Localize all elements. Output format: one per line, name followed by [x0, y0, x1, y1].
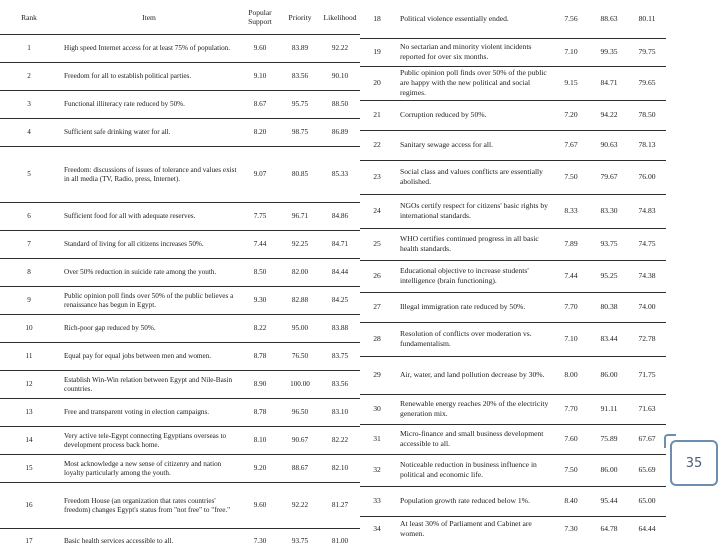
priority-cell: 64.78 [590, 516, 628, 542]
goal-cell: Resolution of conflicts over moderation vs. fundamentalism. [394, 322, 552, 356]
priority-cell: 75.89 [590, 424, 628, 454]
goal-cell: Sufficient safe drinking water for all. [58, 119, 240, 147]
rank-cell: 30 [360, 394, 394, 424]
table-row [0, 91, 360, 119]
goal-cell: Political violence essentially ended. [400, 13, 509, 23]
likelihood-cell: 84.25 [320, 287, 360, 315]
rank-cell: 17 [0, 529, 58, 555]
priority-cell: 83.30 [590, 194, 628, 228]
table-row [0, 259, 360, 287]
rank-cell: 23 [360, 160, 394, 194]
likelihood-cell: 67.67 [628, 424, 666, 454]
likelihood-cell: 84.86 [320, 203, 360, 231]
likelihood-cell: 79.75 [628, 38, 666, 66]
priority-cell: 93.75 [590, 228, 628, 260]
goal-cell: Over 50% reduction in suicide rate among the youth. [58, 259, 240, 287]
rank-cell: 13 [0, 399, 58, 427]
rank-cell: 15 [0, 455, 58, 483]
likelihood-cell: 86.89 [320, 119, 360, 147]
popular-support-cell: 9.07 [240, 147, 280, 203]
rank-cell: 14 [0, 427, 58, 455]
goal-cell: Sufficient food for all with adequate reserves. [58, 203, 240, 231]
table-row [0, 455, 360, 483]
table-row [0, 529, 360, 555]
rank-cell: 26 [360, 260, 394, 292]
popular-support-cell: 7.75 [240, 203, 280, 231]
priority-cell: 96.71 [280, 203, 320, 231]
table-row [0, 231, 360, 259]
likelihood-cell: 84.71 [320, 231, 360, 259]
table-row [0, 203, 360, 231]
rank-cell: 21 [360, 100, 394, 130]
table-row [360, 66, 666, 100]
goal-cell: Basic health services accessible to all. [58, 529, 240, 555]
likelihood-cell: 79.65 [628, 66, 666, 100]
popular-support-cell: 8.40 [552, 486, 590, 516]
table-row [360, 160, 666, 194]
priority-cell: 95.25 [590, 260, 628, 292]
goal-cell: Most acknowledge a new sense of citizenry and nation loyalty particularly among the youth. [58, 455, 240, 483]
popular-support-cell: 8.67 [240, 91, 280, 119]
popular-support-cell: 9.60 [240, 483, 280, 529]
likelihood-cell: 90.10 [320, 63, 360, 91]
likelihood-cell: 76.00 [628, 160, 666, 194]
rank-cell: 33 [360, 486, 394, 516]
popular-support-cell: 8.90 [240, 371, 280, 399]
goal-cell: At least 30% of Parliament and Cabinet are women. [394, 516, 552, 542]
priority-cell: 99.35 [590, 38, 628, 66]
rank-cell: 20 [360, 66, 394, 100]
table-row [360, 100, 666, 130]
rank-cell: 22 [360, 130, 394, 160]
goal-cell: Air, water, and land pollution decrease by 30%. [394, 356, 552, 394]
table-row [0, 343, 360, 371]
popular-support-cell: 9.30 [240, 287, 280, 315]
priority-cell: 80.38 [590, 292, 628, 322]
likelihood-cell: 84.44 [320, 259, 360, 287]
table-row [360, 454, 666, 486]
popular-support-cell: 9.10 [240, 63, 280, 91]
table-row [360, 486, 666, 516]
goal-cell: Freedom: discussions of issues of tolerance and values exist in all media (TV, Radio, press, Internet). [58, 147, 240, 203]
table-row [0, 399, 360, 427]
popular-support-cell: 7.70 [552, 394, 590, 424]
page-number: 35 [685, 455, 703, 471]
popular-support-cell: 7.10 [552, 38, 590, 66]
table-row [0, 63, 360, 91]
table-row [0, 427, 360, 455]
priority-cell: 93.75 [280, 529, 320, 555]
popular-support-cell: 8.33 [552, 194, 590, 228]
likelihood-cell: 64.44 [628, 516, 666, 542]
popular-support-cell: 8.20 [240, 119, 280, 147]
left-table-body [0, 35, 360, 555]
popular-support-cell: 7.60 [552, 424, 590, 454]
table-row [360, 0, 666, 38]
priority-cell: 82.88 [280, 287, 320, 315]
likelihood-cell: 74.75 [628, 228, 666, 260]
priority-cell: 88.67 [280, 455, 320, 483]
goal-cell: Noticeable reduction in business influence in political and economic life. [394, 454, 552, 486]
table-row [360, 38, 666, 66]
popular-support-cell: 7.20 [552, 100, 590, 130]
table-row [0, 483, 360, 529]
table-row [360, 322, 666, 356]
likelihood-cell: 81.27 [320, 483, 360, 529]
likelihood-cell: 85.33 [320, 147, 360, 203]
goal-cell: Public opinion poll finds over 50% of the public are happy with the new political and social regimes. [394, 66, 552, 100]
rank-cell: 28 [360, 322, 394, 356]
rank-cell: 5 [0, 147, 58, 203]
priority-cell: 95.75 [280, 91, 320, 119]
goal-cell: NGOs certify respect for citizens' basic rights by international standards. [394, 194, 552, 228]
popular-support-cell: 9.20 [240, 455, 280, 483]
likelihood-cell: 92.22 [320, 35, 360, 63]
table-row [360, 394, 666, 424]
rank-cell: 18 [373, 13, 381, 23]
priority-header: Priority [288, 12, 312, 22]
rank-cell: 10 [0, 315, 58, 343]
popular-support-cell: 8.22 [240, 315, 280, 343]
goal-cell: High speed Internet access for at least 75% of population. [58, 35, 240, 63]
likelihood-cell: 83.88 [320, 315, 360, 343]
goal-cell: Freedom for all to establish political parties. [58, 63, 240, 91]
priority-cell: 90.63 [590, 130, 628, 160]
priority-cell: 100.00 [280, 371, 320, 399]
likelihood-cell: 74.83 [628, 194, 666, 228]
goal-cell: Corruption reduced by 50%. [394, 100, 552, 130]
table-row [360, 516, 666, 542]
page-number-badge [670, 440, 718, 486]
rank-cell: 16 [0, 483, 58, 529]
likelihood-cell: 80.11 [638, 13, 656, 23]
priority-cell: 83.56 [280, 63, 320, 91]
rank-cell: 1 [0, 35, 58, 63]
goal-cell: Freedom House (an organization that rates countries' freedom) changes Egypt's status from "not free" to "free." [58, 483, 240, 529]
likelihood-cell: 82.10 [320, 455, 360, 483]
priority-cell: 95.00 [280, 315, 320, 343]
table-row [360, 424, 666, 454]
goal-cell: Rich-poor gap reduced by 50%. [58, 315, 240, 343]
priority-cell: 94.22 [590, 100, 628, 130]
rank-cell: 4 [0, 119, 58, 147]
priority-cell: 86.00 [590, 356, 628, 394]
likelihood-cell: 82.22 [320, 427, 360, 455]
popular-support-cell: 7.30 [552, 516, 590, 542]
rank-cell: 9 [0, 287, 58, 315]
table-row [0, 371, 360, 399]
rank-cell: 19 [360, 38, 394, 66]
table-row [360, 228, 666, 260]
rank-header: Rank [21, 12, 37, 22]
goal-cell: Illegal immigration rate reduced by 50%. [394, 292, 552, 322]
priority-cell: 98.75 [280, 119, 320, 147]
priority-cell: 90.67 [280, 427, 320, 455]
popular-support-cell: 7.70 [552, 292, 590, 322]
table-header-row [0, 0, 360, 35]
popular-support-cell: 7.50 [552, 160, 590, 194]
table-row [360, 130, 666, 160]
goal-cell: Equal pay for equal jobs between men and women. [58, 343, 240, 371]
priority-cell: 82.00 [280, 259, 320, 287]
priority-cell: 95.44 [590, 486, 628, 516]
popular-support-cell: 8.10 [240, 427, 280, 455]
popular-support-cell: 8.00 [552, 356, 590, 394]
rank-cell: 8 [0, 259, 58, 287]
rank-cell: 12 [0, 371, 58, 399]
popular-support-cell: 8.78 [240, 399, 280, 427]
likelihood-cell: 74.00 [628, 292, 666, 322]
popular-support-cell: 8.50 [240, 259, 280, 287]
likelihood-cell: 78.50 [628, 100, 666, 130]
priority-cell: 83.44 [590, 322, 628, 356]
rank-cell: 2 [0, 63, 58, 91]
popular-support-cell: 9.60 [240, 35, 280, 63]
likelihood-header: Likelihood [323, 12, 357, 22]
priority-cell: 76.50 [280, 343, 320, 371]
priority-cell: 86.00 [590, 454, 628, 486]
rank-cell: 31 [360, 424, 394, 454]
goals-table-right [360, 0, 666, 542]
goal-cell: Social class and values conflicts are essentially abolished. [394, 160, 552, 194]
goal-cell: Establish Win-Win relation between Egypt and Nile-Basin countries. [58, 371, 240, 399]
goal-cell: Standard of living for all citizens increases 50%. [58, 231, 240, 259]
popular-support-cell: 7.30 [240, 529, 280, 555]
table-row [0, 287, 360, 315]
goal-cell: Very active tele-Egypt connecting Egyptians overseas to development process back home. [58, 427, 240, 455]
likelihood-cell: 71.63 [628, 394, 666, 424]
likelihood-cell: 72.78 [628, 322, 666, 356]
priority-cell: 80.85 [280, 147, 320, 203]
priority-cell: 91.11 [590, 394, 628, 424]
popular-support-cell: 7.67 [552, 130, 590, 160]
goal-cell: WHO certifies continued progress in all basic health standards. [394, 228, 552, 260]
popular-support-cell: 7.44 [552, 260, 590, 292]
likelihood-cell: 83.56 [320, 371, 360, 399]
priority-cell: 92.22 [280, 483, 320, 529]
table-row [360, 260, 666, 292]
rank-cell: 11 [0, 343, 58, 371]
popular-support-cell: 7.10 [552, 322, 590, 356]
goal-cell: Public opinion poll finds over 50% of the public believes a renaissance has begun in Egypt. [58, 287, 240, 315]
rank-cell: 3 [0, 91, 58, 119]
likelihood-cell: 88.50 [320, 91, 360, 119]
rank-cell: 34 [360, 516, 394, 542]
goal-cell: Micro-finance and small business development accessible to all. [394, 424, 552, 454]
table-row [0, 147, 360, 203]
popular-support-cell: 7.56 [564, 13, 578, 23]
priority-cell: 83.89 [280, 35, 320, 63]
popular-support-cell: 8.78 [240, 343, 280, 371]
table-row [0, 119, 360, 147]
likelihood-cell: 83.10 [320, 399, 360, 427]
table-row [0, 35, 360, 63]
likelihood-cell: 71.75 [628, 356, 666, 394]
rank-cell: 7 [0, 231, 58, 259]
table-row [360, 292, 666, 322]
likelihood-cell: 74.38 [628, 260, 666, 292]
rank-cell: 6 [0, 203, 58, 231]
rank-cell: 32 [360, 454, 394, 486]
goal-cell: Sanitary sewage access for all. [394, 130, 552, 160]
likelihood-cell: 65.00 [628, 486, 666, 516]
popular-support-header: Popular Support [248, 8, 272, 26]
item-header: Item [142, 12, 156, 22]
goal-cell: Renewable energy reaches 20% of the electricity generation mix. [394, 394, 552, 424]
table-row [0, 315, 360, 343]
priority-cell: 79.67 [590, 160, 628, 194]
rank-cell: 24 [360, 194, 394, 228]
rank-cell: 29 [360, 356, 394, 394]
table-row [360, 356, 666, 394]
priority-cell: 88.63 [600, 13, 618, 23]
priority-cell: 84.71 [590, 66, 628, 100]
popular-support-cell: 9.15 [552, 66, 590, 100]
table-row [360, 194, 666, 228]
likelihood-cell: 78.13 [628, 130, 666, 160]
goal-cell: Educational objective to increase students' intelligence (brain functioning). [394, 260, 552, 292]
popular-support-cell: 7.50 [552, 454, 590, 486]
popular-support-cell: 7.44 [240, 231, 280, 259]
priority-cell: 96.50 [280, 399, 320, 427]
goal-cell: No sectarian and minority violent incidents reported for over six months. [394, 38, 552, 66]
likelihood-cell: 81.00 [320, 529, 360, 555]
goal-cell: Functional illiteracy rate reduced by 50%. [58, 91, 240, 119]
rank-cell: 27 [360, 292, 394, 322]
rank-cell: 25 [360, 228, 394, 260]
likelihood-cell: 65.69 [628, 454, 666, 486]
goal-cell: Free and transparent voting in election campaigns. [58, 399, 240, 427]
likelihood-cell: 83.75 [320, 343, 360, 371]
priority-cell: 92.25 [280, 231, 320, 259]
right-table-body [360, 0, 666, 542]
popular-support-cell: 7.89 [552, 228, 590, 260]
goal-cell: Population growth rate reduced below 1%. [394, 486, 552, 516]
